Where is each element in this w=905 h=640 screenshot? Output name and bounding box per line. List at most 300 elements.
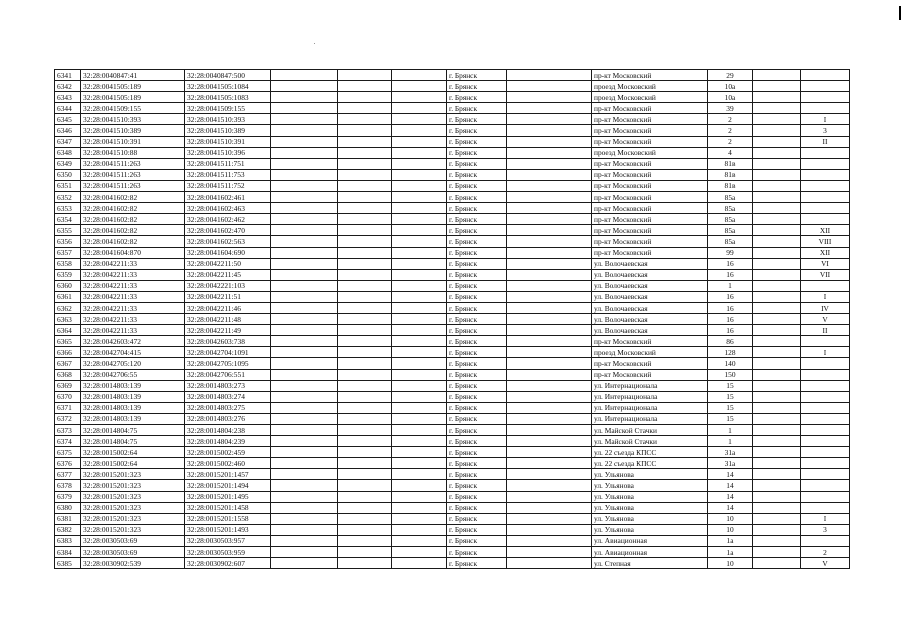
table-row [55, 413, 850, 424]
empty-cell [507, 436, 592, 447]
house-number-cell: 16 [708, 269, 753, 280]
city-cell: г. Брянск [447, 314, 507, 325]
empty-cell [338, 369, 392, 380]
house-number-cell: 15 [708, 402, 753, 413]
city-cell: г. Брянск [447, 180, 507, 191]
street-cell: проезд Московский [592, 81, 708, 92]
empty-cell [507, 180, 592, 191]
row-number: 6357 [55, 247, 81, 258]
parcel-cadastral-number: 32:28:0040847:41 [81, 70, 185, 81]
street-cell: ул. Волочаевская [592, 302, 708, 313]
object-cadastral-number: 32:28:0014803:274 [185, 391, 271, 402]
empty-cell [338, 491, 392, 502]
premises-number-cell [801, 147, 850, 158]
house-number-cell: 15 [708, 391, 753, 402]
parcel-cadastral-number: 32:28:0041602:82 [81, 236, 185, 247]
empty-cell [338, 214, 392, 225]
row-number: 6382 [55, 524, 81, 535]
parcel-cadastral-number: 32:28:0042211:33 [81, 314, 185, 325]
empty-cell [271, 502, 338, 513]
empty-cell [271, 114, 338, 125]
empty-cell [271, 436, 338, 447]
row-number: 6360 [55, 280, 81, 291]
empty-cell [338, 247, 392, 258]
empty-cell [507, 236, 592, 247]
premises-number-cell: II [801, 325, 850, 336]
city-cell: г. Брянск [447, 413, 507, 424]
empty-cell [271, 103, 338, 114]
empty-cell [338, 413, 392, 424]
empty-cell [271, 247, 338, 258]
city-cell: г. Брянск [447, 402, 507, 413]
empty-cell [338, 192, 392, 203]
row-number: 6367 [55, 358, 81, 369]
empty-cell [753, 203, 801, 214]
premises-number-cell [801, 81, 850, 92]
empty-cell [392, 114, 447, 125]
parcel-cadastral-number: 32:28:0030503:69 [81, 535, 185, 546]
object-cadastral-number: 32:28:0041602:463 [185, 203, 271, 214]
object-cadastral-number: 32:28:0042211:46 [185, 302, 271, 313]
house-number-cell: 86 [708, 336, 753, 347]
city-cell: г. Брянск [447, 125, 507, 136]
empty-cell [507, 558, 592, 569]
empty-cell [392, 413, 447, 424]
object-cadastral-number: 32:28:0015201:1458 [185, 502, 271, 513]
street-cell: пр-кт Московский [592, 158, 708, 169]
parcel-cadastral-number: 32:28:0014804:75 [81, 436, 185, 447]
parcel-cadastral-number: 32:28:0041510:88 [81, 147, 185, 158]
house-number-cell: 85а [708, 203, 753, 214]
parcel-cadastral-number: 32:28:0015002:64 [81, 458, 185, 469]
object-cadastral-number: 32:28:0015201:1494 [185, 480, 271, 491]
city-cell: г. Брянск [447, 136, 507, 147]
table-row [55, 247, 850, 258]
empty-cell [271, 336, 338, 347]
premises-number-cell: XII [801, 225, 850, 236]
parcel-cadastral-number: 32:28:0015201:323 [81, 502, 185, 513]
house-number-cell: 1а [708, 535, 753, 546]
empty-cell [507, 380, 592, 391]
table-row [55, 192, 850, 203]
street-cell: пр-кт Московский [592, 336, 708, 347]
parcel-cadastral-number: 32:28:0041602:82 [81, 225, 185, 236]
empty-cell [753, 92, 801, 103]
row-number: 6379 [55, 491, 81, 502]
empty-cell [271, 558, 338, 569]
parcel-cadastral-number: 32:28:0042211:33 [81, 258, 185, 269]
empty-cell [271, 180, 338, 191]
object-cadastral-number: 32:28:0015002:459 [185, 447, 271, 458]
premises-number-cell [801, 380, 850, 391]
empty-cell [271, 413, 338, 424]
empty-cell [338, 535, 392, 546]
empty-cell [392, 447, 447, 458]
empty-cell [338, 302, 392, 313]
object-cadastral-number: 32:28:0041511:751 [185, 158, 271, 169]
city-cell: г. Брянск [447, 280, 507, 291]
street-cell: пр-кт Московский [592, 192, 708, 203]
table-row [55, 358, 850, 369]
table-row [55, 325, 850, 336]
premises-number-cell [801, 280, 850, 291]
city-cell: г. Брянск [447, 391, 507, 402]
object-cadastral-number: 32:28:0040847:500 [185, 70, 271, 81]
scan-dot [314, 43, 315, 44]
empty-cell [392, 169, 447, 180]
premises-number-cell: VIII [801, 236, 850, 247]
house-number-cell: 16 [708, 325, 753, 336]
empty-cell [271, 81, 338, 92]
street-cell: ул. Волочаевская [592, 269, 708, 280]
street-cell: пр-кт Московский [592, 358, 708, 369]
empty-cell [507, 158, 592, 169]
table-row [55, 180, 850, 191]
premises-number-cell [801, 203, 850, 214]
empty-cell [392, 513, 447, 524]
empty-cell [338, 180, 392, 191]
empty-cell [753, 413, 801, 424]
street-cell: пр-кт Московский [592, 103, 708, 114]
empty-cell [507, 458, 592, 469]
empty-cell [753, 347, 801, 358]
object-cadastral-number: 32:28:0030503:957 [185, 535, 271, 546]
city-cell: г. Брянск [447, 524, 507, 535]
city-cell: г. Брянск [447, 247, 507, 258]
street-cell: ул. Ульянова [592, 513, 708, 524]
house-number-cell: 85а [708, 236, 753, 247]
empty-cell [753, 535, 801, 546]
object-cadastral-number: 32:28:0015201:1495 [185, 491, 271, 502]
house-number-cell: 4 [708, 147, 753, 158]
row-number: 6366 [55, 347, 81, 358]
empty-cell [271, 547, 338, 558]
empty-cell [271, 325, 338, 336]
parcel-cadastral-number: 32:28:0015201:323 [81, 513, 185, 524]
empty-cell [753, 480, 801, 491]
city-cell: г. Брянск [447, 469, 507, 480]
parcel-cadastral-number: 32:28:0030902:539 [81, 558, 185, 569]
parcel-cadastral-number: 32:28:0041505:189 [81, 81, 185, 92]
empty-cell [271, 524, 338, 535]
table-row [55, 336, 850, 347]
empty-cell [507, 425, 592, 436]
street-cell: проезд Московский [592, 347, 708, 358]
city-cell: г. Брянск [447, 258, 507, 269]
table-row [55, 547, 850, 558]
street-cell: ул. Ульянова [592, 502, 708, 513]
house-number-cell: 85а [708, 192, 753, 203]
object-cadastral-number: 32:28:0041505:1084 [185, 81, 271, 92]
premises-number-cell [801, 402, 850, 413]
house-number-cell: 16 [708, 302, 753, 313]
house-number-cell: 85а [708, 214, 753, 225]
empty-cell [753, 136, 801, 147]
parcel-cadastral-number: 32:28:0014803:139 [81, 380, 185, 391]
empty-cell [338, 480, 392, 491]
house-number-cell: 14 [708, 491, 753, 502]
city-cell: г. Брянск [447, 447, 507, 458]
empty-cell [338, 458, 392, 469]
parcel-cadastral-number: 32:28:0042704:415 [81, 347, 185, 358]
parcel-cadastral-number: 32:28:0015002:64 [81, 447, 185, 458]
table-row [55, 169, 850, 180]
empty-cell [338, 513, 392, 524]
empty-cell [338, 402, 392, 413]
empty-cell [753, 125, 801, 136]
empty-cell [392, 214, 447, 225]
row-number: 6384 [55, 547, 81, 558]
empty-cell [753, 258, 801, 269]
table-row [55, 203, 850, 214]
object-cadastral-number: 32:28:0014804:238 [185, 425, 271, 436]
parcel-cadastral-number: 32:28:0014803:139 [81, 402, 185, 413]
street-cell: ул. Интернационала [592, 380, 708, 391]
house-number-cell: 1 [708, 280, 753, 291]
table-row [55, 558, 850, 569]
house-number-cell: 31а [708, 458, 753, 469]
object-cadastral-number: 32:28:0014803:276 [185, 413, 271, 424]
empty-cell [507, 524, 592, 535]
empty-cell [753, 114, 801, 125]
row-number: 6356 [55, 236, 81, 247]
empty-cell [338, 125, 392, 136]
premises-number-cell [801, 469, 850, 480]
empty-cell [338, 291, 392, 302]
house-number-cell: 85а [708, 225, 753, 236]
table-row [55, 369, 850, 380]
empty-cell [507, 147, 592, 158]
empty-cell [753, 81, 801, 92]
empty-cell [507, 513, 592, 524]
house-number-cell: 81в [708, 158, 753, 169]
street-cell: пр-кт Московский [592, 70, 708, 81]
house-number-cell: 15 [708, 413, 753, 424]
table-row [55, 92, 850, 103]
city-cell: г. Брянск [447, 369, 507, 380]
city-cell: г. Брянск [447, 225, 507, 236]
object-cadastral-number: 32:28:0042211:50 [185, 258, 271, 269]
table-row [55, 347, 850, 358]
empty-cell [271, 125, 338, 136]
premises-number-cell: 3 [801, 125, 850, 136]
row-number: 6368 [55, 369, 81, 380]
table-row [55, 70, 850, 81]
house-number-cell: 14 [708, 469, 753, 480]
premises-number-cell: II [801, 136, 850, 147]
empty-cell [507, 480, 592, 491]
empty-cell [507, 502, 592, 513]
empty-cell [271, 347, 338, 358]
row-number: 6361 [55, 291, 81, 302]
empty-cell [271, 535, 338, 546]
object-cadastral-number: 32:28:0042211:51 [185, 291, 271, 302]
empty-cell [338, 347, 392, 358]
empty-cell [753, 180, 801, 191]
row-number: 6364 [55, 325, 81, 336]
premises-number-cell [801, 535, 850, 546]
object-cadastral-number: 32:28:0041602:470 [185, 225, 271, 236]
empty-cell [753, 103, 801, 114]
city-cell: г. Брянск [447, 302, 507, 313]
empty-cell [507, 280, 592, 291]
empty-cell [338, 236, 392, 247]
house-number-cell: 10а [708, 81, 753, 92]
empty-cell [507, 70, 592, 81]
empty-cell [338, 447, 392, 458]
city-cell: г. Брянск [447, 347, 507, 358]
object-cadastral-number: 32:28:0041511:752 [185, 180, 271, 191]
premises-number-cell: IV [801, 302, 850, 313]
empty-cell [392, 558, 447, 569]
table-row [55, 280, 850, 291]
row-number: 6381 [55, 513, 81, 524]
premises-number-cell [801, 369, 850, 380]
table-row [55, 380, 850, 391]
house-number-cell: 31а [708, 447, 753, 458]
street-cell: пр-кт Московский [592, 169, 708, 180]
premises-number-cell [801, 480, 850, 491]
premises-number-cell [801, 358, 850, 369]
house-number-cell: 10 [708, 513, 753, 524]
row-number: 6345 [55, 114, 81, 125]
empty-cell [338, 380, 392, 391]
city-cell: г. Брянск [447, 92, 507, 103]
empty-cell [392, 458, 447, 469]
street-cell: ул. Интернационала [592, 391, 708, 402]
empty-cell [338, 524, 392, 535]
empty-cell [338, 92, 392, 103]
empty-cell [271, 380, 338, 391]
object-cadastral-number: 32:28:0041604:690 [185, 247, 271, 258]
parcel-cadastral-number: 32:28:0041604:870 [81, 247, 185, 258]
empty-cell [271, 92, 338, 103]
row-number: 6383 [55, 535, 81, 546]
empty-cell [271, 391, 338, 402]
empty-cell [507, 302, 592, 313]
empty-cell [392, 325, 447, 336]
empty-cell [271, 358, 338, 369]
empty-cell [753, 192, 801, 203]
empty-cell [392, 192, 447, 203]
empty-cell [392, 180, 447, 191]
empty-cell [271, 169, 338, 180]
empty-cell [392, 491, 447, 502]
empty-cell [392, 547, 447, 558]
empty-cell [507, 225, 592, 236]
street-cell: ул. Авиационная [592, 535, 708, 546]
table-row [55, 114, 850, 125]
object-cadastral-number: 32:28:0042221:103 [185, 280, 271, 291]
parcel-cadastral-number: 32:28:0041602:82 [81, 192, 185, 203]
empty-cell [507, 402, 592, 413]
street-cell: пр-кт Московский [592, 236, 708, 247]
empty-cell [507, 192, 592, 203]
city-cell: г. Брянск [447, 103, 507, 114]
empty-cell [271, 203, 338, 214]
house-number-cell: 128 [708, 347, 753, 358]
table-row [55, 436, 850, 447]
row-number: 6344 [55, 103, 81, 114]
empty-cell [753, 314, 801, 325]
empty-cell [271, 70, 338, 81]
object-cadastral-number: 32:28:0015201:1493 [185, 524, 271, 535]
empty-cell [271, 447, 338, 458]
parcel-cadastral-number: 32:28:0041505:189 [81, 92, 185, 103]
street-cell: ул. Ульянова [592, 524, 708, 535]
city-cell: г. Брянск [447, 491, 507, 502]
empty-cell [271, 236, 338, 247]
empty-cell [507, 203, 592, 214]
empty-cell [271, 513, 338, 524]
street-cell: пр-кт Московский [592, 180, 708, 191]
empty-cell [507, 391, 592, 402]
row-number: 6350 [55, 169, 81, 180]
table-row [55, 258, 850, 269]
city-cell: г. Брянск [447, 70, 507, 81]
empty-cell [338, 280, 392, 291]
row-number: 6375 [55, 447, 81, 458]
row-number: 6380 [55, 502, 81, 513]
object-cadastral-number: 32:28:0042603:738 [185, 336, 271, 347]
street-cell: ул. Ульянова [592, 491, 708, 502]
house-number-cell: 16 [708, 314, 753, 325]
street-cell: ул. Интернационала [592, 413, 708, 424]
empty-cell [338, 547, 392, 558]
house-number-cell: 14 [708, 480, 753, 491]
empty-cell [338, 269, 392, 280]
city-cell: г. Брянск [447, 236, 507, 247]
street-cell: ул. Майской Стачки [592, 425, 708, 436]
premises-number-cell [801, 214, 850, 225]
premises-number-cell: V [801, 314, 850, 325]
empty-cell [392, 247, 447, 258]
empty-cell [271, 269, 338, 280]
empty-cell [507, 125, 592, 136]
empty-cell [271, 314, 338, 325]
premises-number-cell [801, 391, 850, 402]
city-cell: г. Брянск [447, 291, 507, 302]
object-cadastral-number: 32:28:0041602:563 [185, 236, 271, 247]
house-number-cell: 81в [708, 169, 753, 180]
premises-number-cell [801, 436, 850, 447]
object-cadastral-number: 32:28:0041509:155 [185, 103, 271, 114]
parcel-cadastral-number: 32:28:0014804:75 [81, 425, 185, 436]
parcel-cadastral-number: 32:28:0041511:263 [81, 169, 185, 180]
empty-cell [507, 169, 592, 180]
street-cell: пр-кт Московский [592, 247, 708, 258]
parcel-cadastral-number: 32:28:0042211:33 [81, 302, 185, 313]
empty-cell [753, 436, 801, 447]
empty-cell [271, 158, 338, 169]
premises-number-cell: XII [801, 247, 850, 258]
city-cell: г. Брянск [447, 158, 507, 169]
city-cell: г. Брянск [447, 535, 507, 546]
empty-cell [338, 436, 392, 447]
street-cell: ул. Волочаевская [592, 314, 708, 325]
parcel-cadastral-number: 32:28:0041602:82 [81, 214, 185, 225]
row-number: 6346 [55, 125, 81, 136]
table-row [55, 214, 850, 225]
empty-cell [271, 458, 338, 469]
premises-number-cell [801, 502, 850, 513]
premises-number-cell: I [801, 114, 850, 125]
street-cell: пр-кт Московский [592, 214, 708, 225]
empty-cell [753, 225, 801, 236]
parcel-cadastral-number: 32:28:0042603:472 [81, 336, 185, 347]
empty-cell [338, 169, 392, 180]
empty-cell [392, 291, 447, 302]
